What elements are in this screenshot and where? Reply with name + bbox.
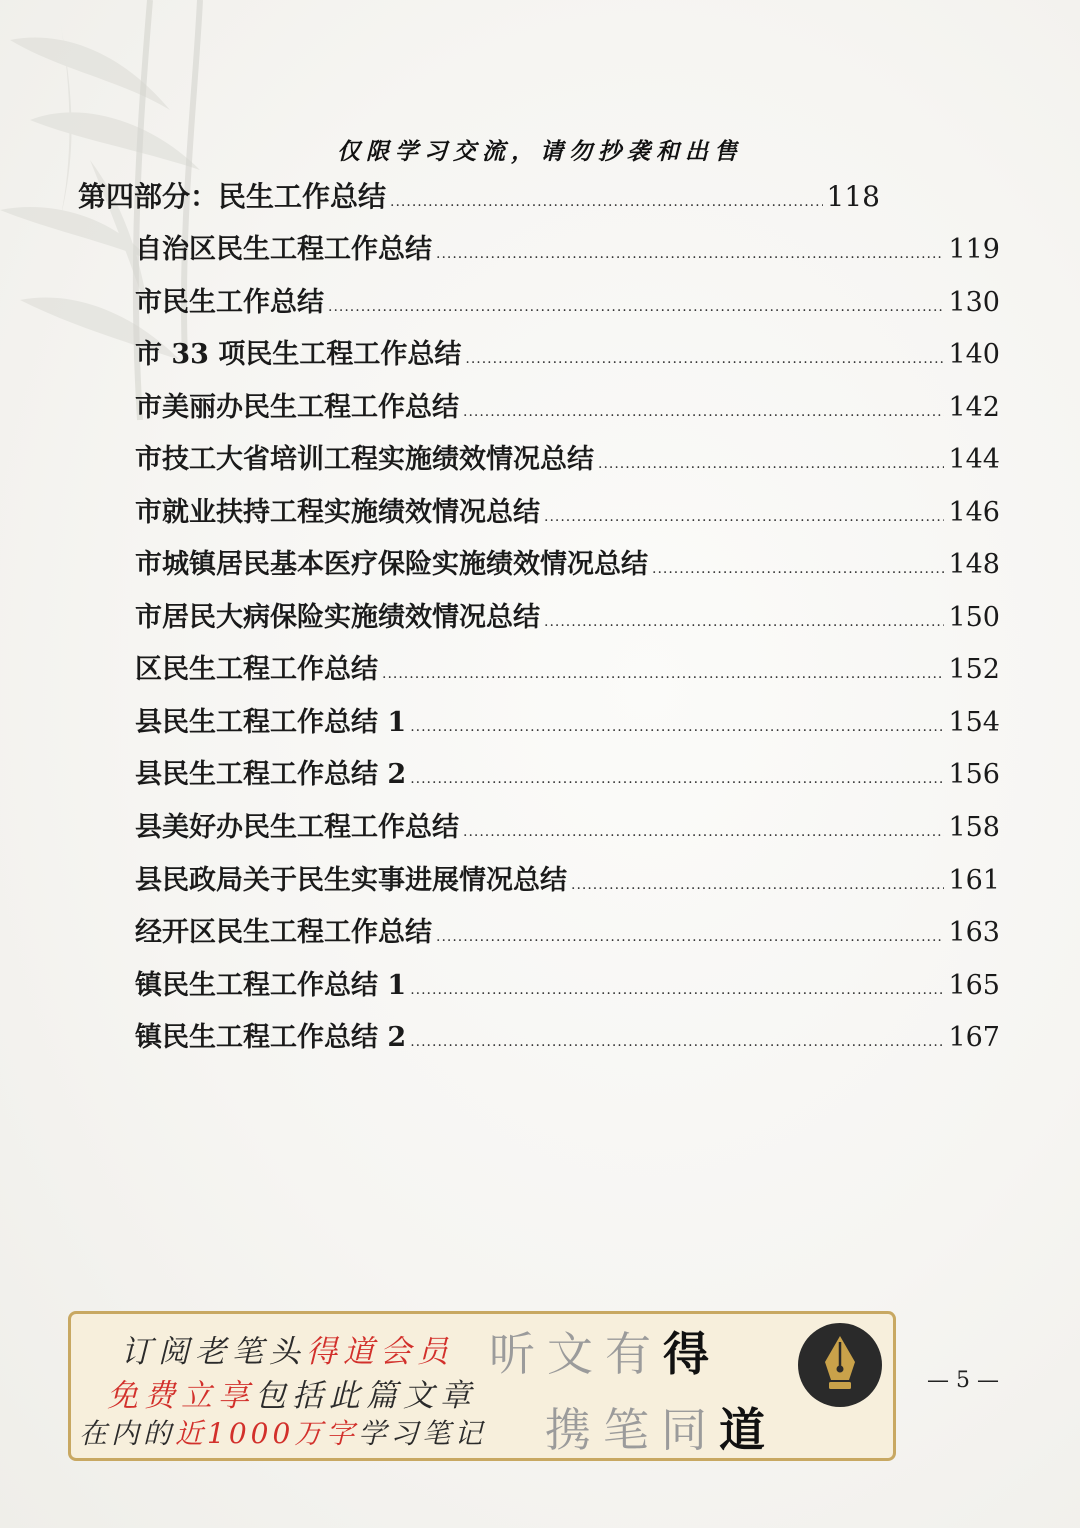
banner-highlight: 近1000万字 <box>175 1417 359 1450</box>
banner-text: 订阅老笔头 <box>121 1334 306 1370</box>
toc-entry-page: 142 <box>948 392 1000 423</box>
copyright-notice: 仅限学习交流，请勿抄袭和出售 <box>337 138 743 165</box>
toc-leader-dots <box>463 822 944 842</box>
toc-leader-dots <box>410 1032 944 1052</box>
toc-entry-page: 165 <box>948 970 1000 1001</box>
banner-highlight: 得道会员 <box>306 1334 454 1370</box>
toc-entry[interactable] <box>135 913 1000 953</box>
toc-entry-page: 130 <box>948 287 1000 318</box>
toc-entry-title: 区民生工程工作总结 <box>135 654 378 685</box>
toc-entry-page: 163 <box>948 917 1000 948</box>
toc-entry-title: 市居民大病保险实施绩效情况总结 <box>135 602 540 633</box>
toc-entry-title: 经开区民生工程工作总结 <box>135 917 432 948</box>
toc-entry[interactable] <box>135 598 1000 638</box>
toc-leader-dots <box>463 402 944 422</box>
toc-entry[interactable] <box>135 861 1000 901</box>
banner-line-3 <box>79 1412 486 1452</box>
toc-leader-dots <box>598 454 944 474</box>
toc-entry-page: 158 <box>948 812 1000 843</box>
toc-leader-dots <box>436 244 944 264</box>
toc-entry-title: 市美丽办民生工程工作总结 <box>135 392 459 423</box>
toc-entry-title: 县民政局关于民生实事进展情况总结 <box>135 865 567 896</box>
toc-leader-dots <box>410 980 944 1000</box>
toc-entry[interactable] <box>135 440 1000 480</box>
toc-leader-dots <box>571 875 944 895</box>
toc-part-heading[interactable] <box>78 177 880 217</box>
banner-line-1 <box>121 1326 454 1371</box>
toc-entry[interactable] <box>135 703 1000 743</box>
toc-part-page: 118 <box>826 180 880 213</box>
toc-entry-page: 154 <box>948 707 1000 738</box>
toc-entry-title: 市技工大省培训工程实施绩效情况总结 <box>135 444 594 475</box>
slogan-text: 携笔同 <box>545 1403 719 1457</box>
toc-entry-title: 市 33 项民生工程工作总结 <box>135 339 462 370</box>
toc-entry-page: 119 <box>948 234 1000 265</box>
toc-leader-dots <box>465 349 944 369</box>
toc-entry-title: 县民生工程工作总结 2 <box>135 759 407 790</box>
slogan-emphasis: 得 <box>663 1327 721 1381</box>
toc-leader-dots <box>544 612 944 632</box>
banner-text: 在内的 <box>79 1417 176 1450</box>
toc-entry-page: 152 <box>948 654 1000 685</box>
toc-entry-page: 156 <box>948 759 1000 790</box>
toc-leader-dots <box>436 927 944 947</box>
slogan-emphasis: 道 <box>719 1403 777 1457</box>
toc-entry[interactable] <box>135 230 1000 270</box>
toc-entry[interactable] <box>135 283 1000 323</box>
banner-highlight: 免费立享 <box>107 1378 255 1414</box>
banner-text: 包括此篇文章 <box>255 1378 477 1414</box>
toc-entry-page: 146 <box>948 497 1000 528</box>
toc-part-title: 第四部分：民生工作总结 <box>78 180 387 213</box>
toc-entry-page: 144 <box>948 444 1000 475</box>
banner-slogan-1 <box>489 1318 721 1384</box>
toc-entry[interactable] <box>135 335 1000 375</box>
toc-entry-title: 镇民生工程工作总结 2 <box>135 1022 407 1053</box>
banner-slogan-2 <box>545 1394 777 1460</box>
toc-entry-page: 161 <box>948 865 1000 896</box>
toc-entry[interactable] <box>135 493 1000 533</box>
toc-entry[interactable] <box>135 808 1000 848</box>
fountain-pen-nib-icon <box>797 1322 883 1408</box>
membership-banner[interactable] <box>68 1311 896 1461</box>
toc-entry-title: 县美好办民生工程工作总结 <box>135 812 459 843</box>
toc-entry-title: 市城镇居民基本医疗保险实施绩效情况总结 <box>135 549 648 580</box>
toc-entry[interactable] <box>135 545 1000 585</box>
page-number: — 5 — <box>927 1368 999 1393</box>
toc-leader-dots <box>390 192 823 212</box>
slogan-text: 听文有 <box>489 1327 663 1381</box>
toc-entry[interactable] <box>135 966 1000 1006</box>
toc-leader-dots <box>544 507 944 527</box>
banner-text: 学习笔记 <box>358 1417 487 1450</box>
toc-entry[interactable] <box>135 388 1000 428</box>
toc-entry-title: 自治区民生工程工作总结 <box>135 234 432 265</box>
toc-entry[interactable] <box>135 1018 1000 1058</box>
toc-entry-page: 140 <box>948 339 1000 370</box>
toc-entry-title: 镇民生工程工作总结 1 <box>135 970 407 1001</box>
toc-entry-page: 167 <box>948 1022 1000 1053</box>
toc-leader-dots <box>382 664 944 684</box>
toc-entry-page: 148 <box>948 549 1000 580</box>
banner-line-2 <box>107 1370 477 1415</box>
toc-entry-title: 县民生工程工作总结 1 <box>135 707 407 738</box>
toc-leader-dots <box>410 717 944 737</box>
toc-leader-dots <box>410 769 944 789</box>
toc-entry[interactable] <box>135 650 1000 690</box>
toc-leader-dots <box>652 559 944 579</box>
toc-entry[interactable] <box>135 755 1000 795</box>
toc-leader-dots <box>328 297 944 317</box>
toc-entry-title: 市民生工作总结 <box>135 287 324 318</box>
toc-entry-title: 市就业扶持工程实施绩效情况总结 <box>135 497 540 528</box>
toc-entry-page: 150 <box>948 602 1000 633</box>
